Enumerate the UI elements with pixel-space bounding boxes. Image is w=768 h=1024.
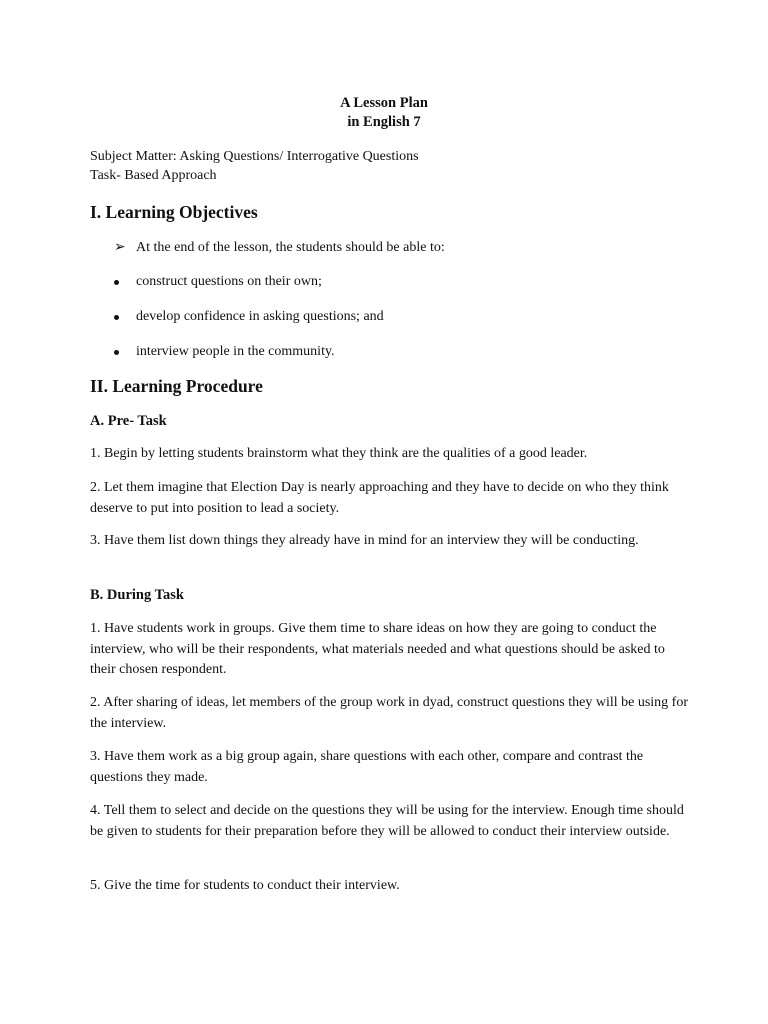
pre-task-heading: A. Pre- Task xyxy=(90,413,167,429)
pre-task-step: 1. Begin by letting students brainstorm what they think are the qualities of a good leader. xyxy=(90,446,588,461)
subject-matter: Subject Matter: Asking Questions/ Interrogative Questions xyxy=(90,149,419,164)
pre-task-step: 3. Have them list down things they already have in mind for an interview they will be conducting. xyxy=(90,533,639,548)
arrowhead-bullet-icon: ➢ xyxy=(114,240,126,255)
objective-item-text: construct questions on their own; xyxy=(136,274,322,289)
objective-item-text: interview people in the community. xyxy=(136,344,335,359)
during-task-step: 1. Have students work in groups. Give them time to share ideas on how they are going to conduct the interview, who will be their respondents, what materials needed and what questions should be asked to their chosen respondent. xyxy=(90,621,665,677)
during-task-heading: B. During Task xyxy=(90,587,184,603)
during-task-step: 4. Tell them to select and decide on the questions they will be using for the interview. Enough time should be given to students for their preparation before they will be allowed to conduct their interview outside. xyxy=(90,803,684,839)
procedure-heading: II. Learning Procedure xyxy=(90,376,263,396)
during-task-step: 5. Give the time for students to conduct their interview. xyxy=(90,878,400,893)
during-task-step: 3. Have them work as a big group again, share questions with each other, compare and contrast the questions they made. xyxy=(90,749,644,785)
document-title-line2: in English 7 xyxy=(347,114,421,130)
objectives-heading: I. Learning Objectives xyxy=(90,202,258,222)
during-task-step: 2. After sharing of ideas, let members of the group work in dyad, construct questions they will be using for the interview. xyxy=(90,695,688,731)
approach: Task- Based Approach xyxy=(90,168,217,183)
pre-task-step: 2. Let them imagine that Election Day is nearly approaching and they have to decide on who they think deserve to put into position to lead a society. xyxy=(90,480,669,516)
bullet-icon xyxy=(114,307,119,326)
objective-item-text: develop confidence in asking questions; and xyxy=(136,309,384,324)
bullet-icon xyxy=(114,272,119,291)
objectives-intro-text: At the end of the lesson, the students should be able to: xyxy=(136,240,445,255)
bullet-icon xyxy=(114,342,119,361)
document-title-line1: A Lesson Plan xyxy=(340,95,428,111)
